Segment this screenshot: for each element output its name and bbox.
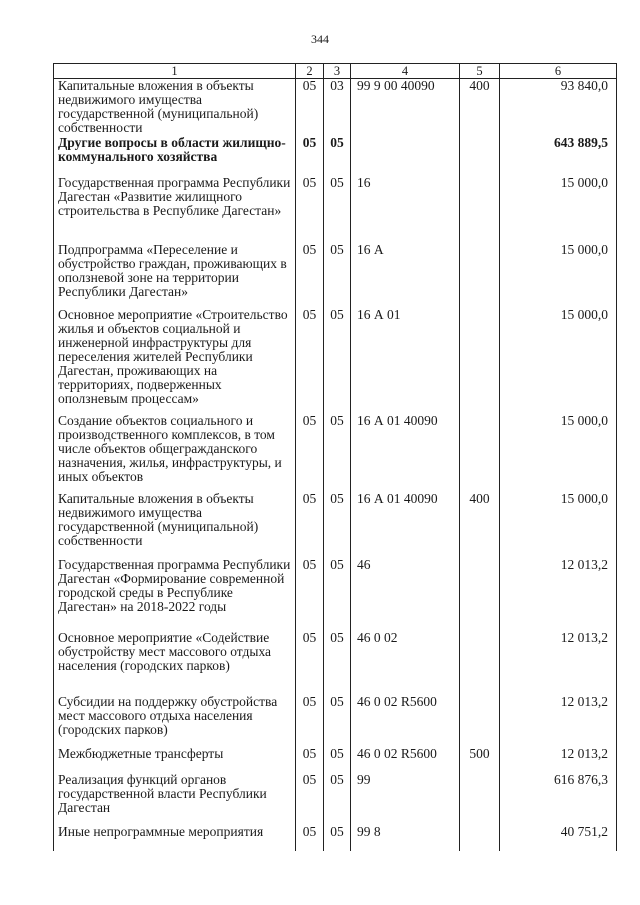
row-name: Создание объектов социального и производственного комплексов, в том числе объектов общегражданского назначения, жилья, инфраструктуры, и иных объектов	[54, 414, 296, 492]
row-name: Другие вопросы в области жилищно-коммунального хозяйства	[54, 136, 296, 176]
row-target-code: 46 0 02	[351, 631, 460, 695]
row-name: Государственная программа Республики Дагестан «Формирование современной городской среды в Республике Дагестан» на 2018-2022 годы	[54, 558, 296, 631]
row-subsection: 05	[324, 695, 351, 747]
header-col-2: 2	[296, 64, 324, 79]
row-subsection: 03	[324, 79, 351, 136]
table-row	[54, 631, 617, 695]
row-name: Основное мероприятие «Строительство жилья и объектов социальной и инженерной инфраструктуры для переселения жителей Республики Дагестан, проживающих на территориях, подверженных оползневым процессам»	[54, 308, 296, 414]
row-expense-type	[460, 136, 500, 176]
row-target-code	[351, 136, 460, 176]
table-row	[54, 825, 617, 851]
row-target-code: 99	[351, 773, 460, 825]
row-sum: 12 013,2	[500, 631, 617, 695]
row-section: 05	[296, 695, 324, 747]
row-sum: 12 013,2	[500, 695, 617, 747]
row-name: Подпрограмма «Переселение и обустройство граждан, проживающих в оползневой зоне на территории Республики Дагестан»	[54, 243, 296, 308]
row-section: 05	[296, 825, 324, 851]
row-subsection: 05	[324, 243, 351, 308]
table-row	[54, 773, 617, 825]
row-sum: 616 876,3	[500, 773, 617, 825]
row-subsection: 05	[324, 414, 351, 492]
row-name: Реализация функций органов государственной власти Республики Дагестан	[54, 773, 296, 825]
row-sum: 15 000,0	[500, 414, 617, 492]
row-name: Капитальные вложения в объекты недвижимого имущества государственной (муниципальной) собственности	[54, 492, 296, 558]
row-subsection: 05	[324, 631, 351, 695]
row-subsection: 05	[324, 558, 351, 631]
row-subsection: 05	[324, 825, 351, 851]
header-col-4: 4	[351, 64, 460, 79]
row-sum: 15 000,0	[500, 492, 617, 558]
table-header-row	[54, 64, 617, 79]
row-subsection: 05	[324, 136, 351, 176]
row-target-code: 16 А 01 40090	[351, 492, 460, 558]
row-sum: 15 000,0	[500, 308, 617, 414]
row-subsection: 05	[324, 176, 351, 243]
header-col-3: 3	[324, 64, 351, 79]
row-subsection: 05	[324, 308, 351, 414]
row-expense-type	[460, 243, 500, 308]
row-name: Капитальные вложения в объекты недвижимого имущества государственной (муниципальной) собственности	[54, 79, 296, 136]
row-expense-type	[460, 773, 500, 825]
table-row	[54, 308, 617, 414]
table-row	[54, 136, 617, 176]
row-subsection: 05	[324, 747, 351, 773]
row-target-code: 16	[351, 176, 460, 243]
row-target-code: 46	[351, 558, 460, 631]
row-target-code: 46 0 02 R5600	[351, 695, 460, 747]
row-target-code: 46 0 02 R5600	[351, 747, 460, 773]
row-section: 05	[296, 492, 324, 558]
row-sum: 12 013,2	[500, 558, 617, 631]
table-row	[54, 695, 617, 747]
row-section: 05	[296, 631, 324, 695]
row-expense-type	[460, 558, 500, 631]
row-sum: 40 751,2	[500, 825, 617, 851]
row-target-code: 16 А 01	[351, 308, 460, 414]
row-section: 05	[296, 243, 324, 308]
row-subsection: 05	[324, 492, 351, 558]
row-expense-type	[460, 176, 500, 243]
row-name: Основное мероприятие «Содействие обустройству мест массового отдыха населения (городских парков)	[54, 631, 296, 695]
header-col-1: 1	[54, 64, 296, 79]
row-section: 05	[296, 747, 324, 773]
row-subsection: 05	[324, 773, 351, 825]
row-section: 05	[296, 176, 324, 243]
row-sum: 93 840,0	[500, 79, 617, 136]
row-expense-type	[460, 825, 500, 851]
table-row	[54, 414, 617, 492]
row-sum: 15 000,0	[500, 243, 617, 308]
row-section: 05	[296, 414, 324, 492]
row-expense-type	[460, 631, 500, 695]
row-expense-type	[460, 695, 500, 747]
row-expense-type: 400	[460, 79, 500, 136]
row-target-code: 16 А	[351, 243, 460, 308]
table-row	[54, 558, 617, 631]
row-expense-type	[460, 308, 500, 414]
row-target-code: 16 А 01 40090	[351, 414, 460, 492]
row-section: 05	[296, 79, 324, 136]
row-target-code: 99 9 00 40090	[351, 79, 460, 136]
budget-table	[53, 63, 617, 851]
row-sum: 15 000,0	[500, 176, 617, 243]
row-name: Иные непрограммные мероприятия	[54, 825, 296, 851]
row-section: 05	[296, 308, 324, 414]
row-name: Межбюджетные трансферты	[54, 747, 296, 773]
table-row	[54, 747, 617, 773]
table-row	[54, 176, 617, 243]
row-sum: 12 013,2	[500, 747, 617, 773]
row-expense-type	[460, 414, 500, 492]
table-row	[54, 492, 617, 558]
header-col-5: 5	[460, 64, 500, 79]
table-row	[54, 79, 617, 136]
page-number: 344	[311, 32, 329, 46]
table-row	[54, 243, 617, 308]
row-section: 05	[296, 558, 324, 631]
row-expense-type: 500	[460, 747, 500, 773]
row-target-code: 99 8	[351, 825, 460, 851]
row-section: 05	[296, 136, 324, 176]
row-name: Субсидии на поддержку обустройства мест массового отдыха населения (городских парков)	[54, 695, 296, 747]
row-sum: 643 889,5	[500, 136, 617, 176]
row-name: Государственная программа Республики Дагестан «Развитие жилищного строительства в Республике Дагестан»	[54, 176, 296, 243]
row-expense-type: 400	[460, 492, 500, 558]
row-section: 05	[296, 773, 324, 825]
header-col-6: 6	[500, 64, 617, 79]
